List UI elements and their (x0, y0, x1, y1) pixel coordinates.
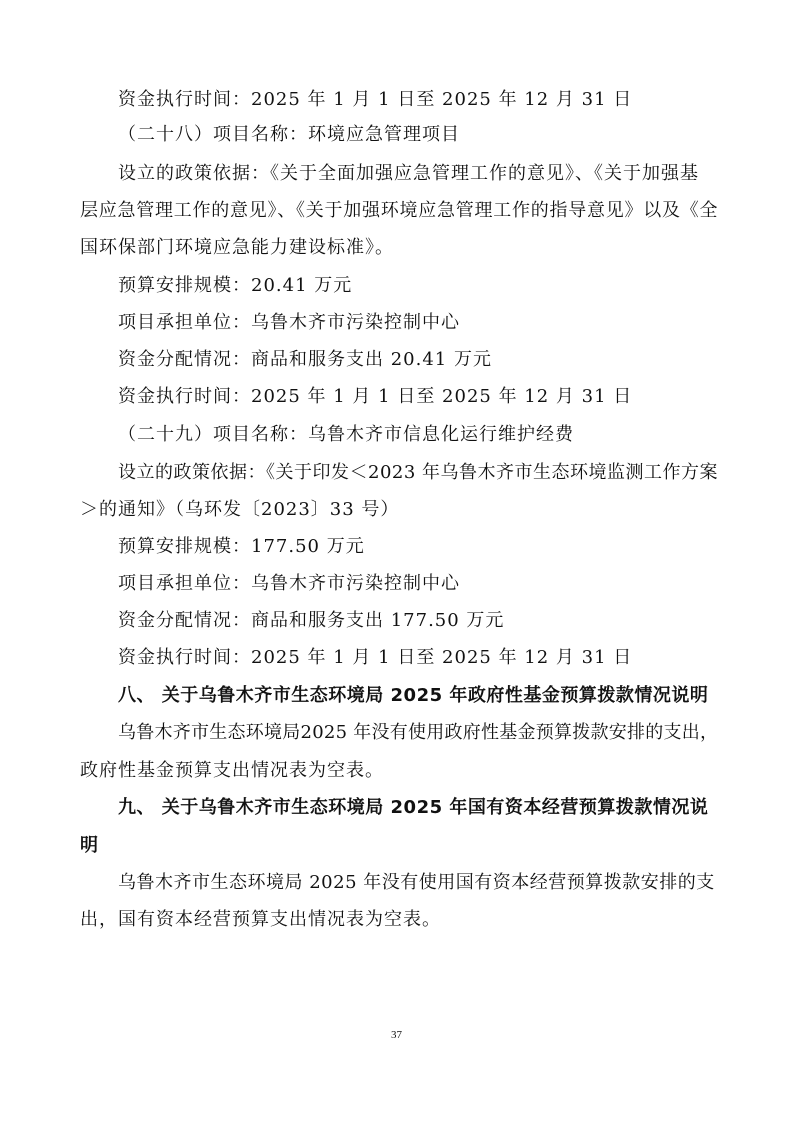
text-line: 出，国有资本经营预算支出情况表为空表。 (80, 909, 441, 930)
text-line: 资金执行时间：2025 年 1 月 1 日至 2025 年 12 月 31 日 (118, 647, 633, 668)
text-line: 预算安排规模：20.41 万元 (118, 275, 353, 296)
text-line: 设立的政策依据：《关于全面加强应急管理工作的意见》、《关于加强基 (118, 163, 699, 184)
page-number: 37 (391, 1029, 402, 1041)
text-line: 层应急管理工作的意见》、《关于加强环境应急管理工作的指导意见》以及《全 (80, 200, 719, 221)
project-title-28: （二十八）项目名称：环境应急管理项目 (118, 124, 460, 145)
text-line: 项目承担单位：乌鲁木齐市污染控制中心 (118, 573, 460, 594)
section-heading-9: 九、 关于乌鲁木齐市生态环境局 2025 年国有资本经营预算拨款情况说 (118, 797, 709, 818)
project-title-29: （二十九）项目名称：乌鲁木齐市信息化运行维护经费 (118, 424, 574, 445)
text-line: ＞的通知》（乌环发〔2023〕33 号） (80, 499, 400, 520)
text-line: 政府性基金预算支出情况表为空表。 (80, 760, 384, 781)
section-heading-9-cont: 明 (80, 835, 99, 856)
text-line: 设立的政策依据：《关于印发＜2023 年乌鲁木齐市生态环境监测工作方案 (118, 462, 719, 483)
text-line: 预算安排规模：177.50 万元 (118, 536, 365, 557)
text-line: 项目承担单位：乌鲁木齐市污染控制中心 (118, 312, 460, 333)
text-line: 资金分配情况：商品和服务支出 20.41 万元 (118, 349, 492, 370)
text-line: 乌鲁木齐市生态环境局 2025 年没有使用国有资本经营预算拨款安排的支 (118, 872, 715, 893)
text-line: 乌鲁木齐市生态环境局2025 年没有使用政府性基金预算拨款安排的支出， (118, 722, 719, 743)
text-line: 资金分配情况：商品和服务支出 177.50 万元 (118, 610, 505, 631)
text-line: 资金执行时间：2025 年 1 月 1 日至 2025 年 12 月 31 日 (118, 89, 633, 110)
text-line: 资金执行时间：2025 年 1 月 1 日至 2025 年 12 月 31 日 (118, 386, 633, 407)
section-heading-8: 八、 关于乌鲁木齐市生态环境局 2025 年政府性基金预算拨款情况说明 (118, 685, 709, 706)
text-line: 国环保部门环境应急能力建设标准》。 (80, 237, 394, 258)
